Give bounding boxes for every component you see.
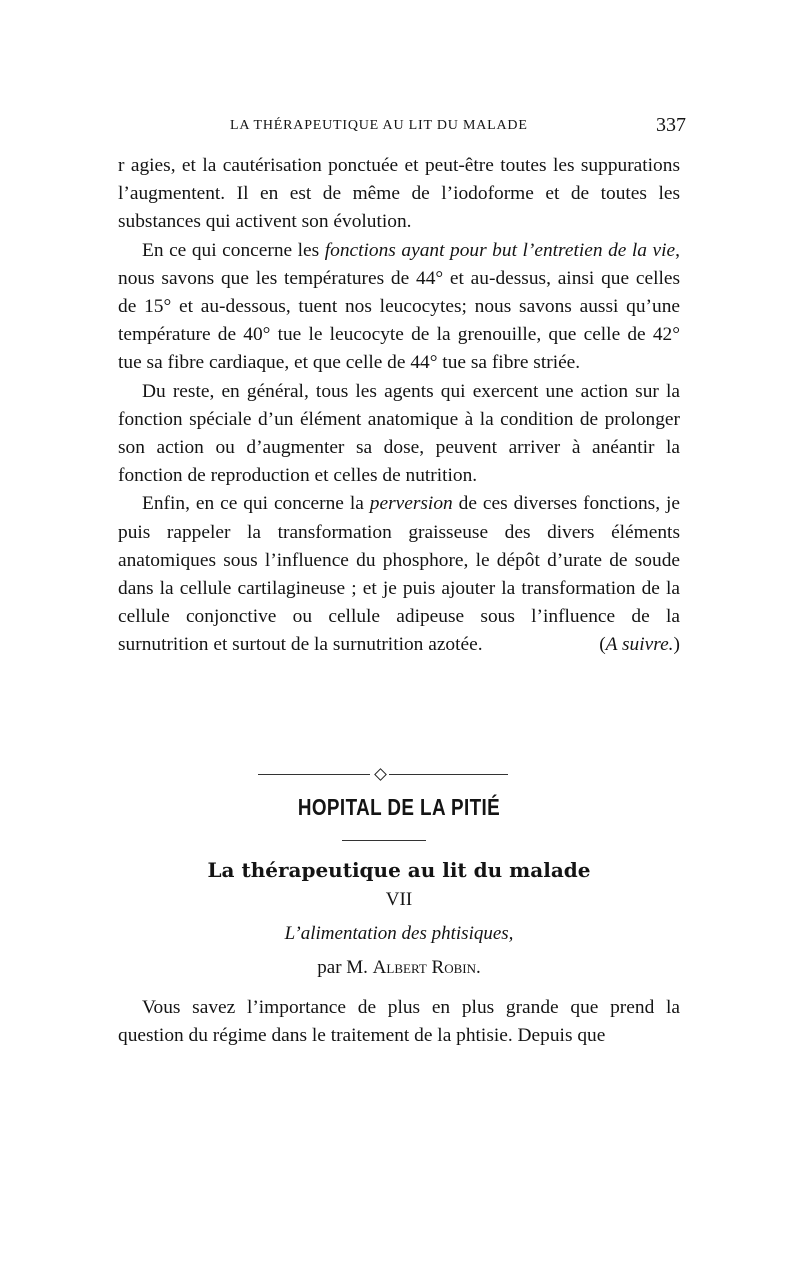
body-text-continued [118,152,680,660]
paragraph-5: Vous savez l’importance de plus en plus grande que prend la question du régime dans le traitement de la phtisie. Depuis que [118,997,680,1047]
to-be-continued-open: ( [599,634,606,656]
section-rule [342,840,426,841]
byline-author: Albert Robin. [372,957,481,978]
paragraph-2-italic: fonctions ayant pour but l’entretien de la vie [324,239,676,261]
to-be-continued-close: ) [673,634,680,656]
article-title: La thérapeutique au lit du malade [207,858,591,882]
paragraph-4-italic: perversion [369,493,453,515]
paragraph-2 [118,237,680,378]
article-body [118,994,680,1050]
separator-diamond-icon [374,768,387,781]
paragraph-1: r agies, et la cautérisation ponctuée et peut-être toutes les suppurations l’augmentent. Il en est de même de l’iodoforme et de toutes les substances qui activent son évolution. [118,155,680,233]
paragraph-4-end: de ces diverses fonctions, je puis rappeler la transformation graisseuse des divers éléments anatomiques sous l’influence du phosphore, le dépôt d’urate de soude dans la cellule cartilagineuse ; et je puis ajouter la transformation de la cellule conjonctive ou cellule adipeuse sous l’influence de la surnutrition et surtout de la surnutrition azotée. [118,493,680,656]
paragraph-2-start: En ce qui concerne les [142,239,325,261]
page-number: 337 [656,114,686,136]
byline [118,957,680,979]
section-separator [258,770,508,780]
running-head [118,114,686,138]
to-be-continued [575,631,680,659]
byline-prefix: par M. [317,957,373,978]
separator-line-left [258,774,370,775]
section-title: HOPITAL DE LA PITIÉ [297,794,501,820]
paragraph-4 [118,490,680,659]
to-be-continued-text: A suivre. [605,634,674,656]
article-number: VII [385,889,413,910]
paragraph-2-end: , nous savons que les températures de 44° et au-dessus, ainsi que celles de 15° et au-dessous, tuent nos leucocytes; nous savons aussi qu’une température de 40° tue le leucocyte de la grenouille, que celle de 42° tue sa fibre cardiaque, et que celle de 44° tue sa fibre striée. [118,239,681,374]
paragraph-3: Du reste, en général, tous les agents qui exercent une action sur la fonction spéciale d’un élément anatomique à la condition de prolonger son action ou d’augmenter sa dose, peuvent arriver à anéantir la fonction de reproduction et celles de nutrition. [118,380,680,487]
separator-line-right [389,774,508,775]
running-title: LA THÉRAPEUTIQUE AU LIT DU MALADE [230,118,528,133]
paragraph-4-start: Enfin, en ce qui concerne la [142,493,370,515]
article-subtitle: L’alimentation des phtisiques, [284,923,514,944]
